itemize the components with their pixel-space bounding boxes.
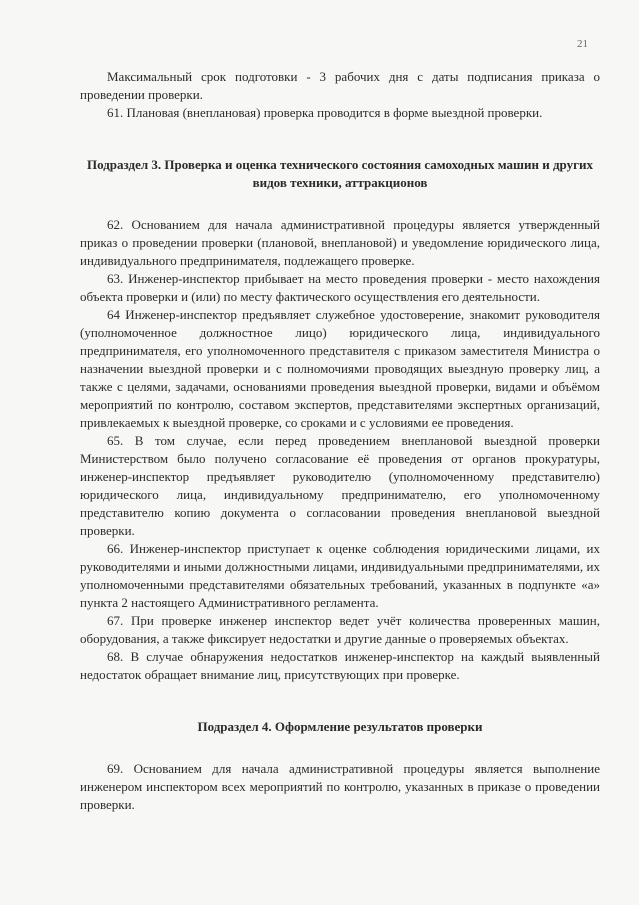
paragraph-66: 66. Инженер-инспектор приступает к оценке соблюдения юридическими лицами, их руководителями и иными должностными лицами, индивидуальными предпринимателями, их уполномоченными представителями обязательных требований, указанных в подпункте «а» пункта 2 настоящего Административного регламента. [80, 541, 600, 610]
paragraph-69: 69. Основанием для начала административной процедуры является выполнение инженером инспектором всех мероприятий по контролю, указанных в приказе о проведении проверки. [80, 761, 600, 812]
paragraph-deadline: Максимальный срок подготовки - 3 рабочих дня с даты подписания приказа о проведении проверки. [80, 69, 600, 102]
paragraph-65: 65. В том случае, если перед проведением внеплановой выездной проверки Министерством было получено согласование её проведения от органов прокуратуры, инженер-инспектор предъявляет руководителю (уполномоченному представителю) юридического лица, индивидуальному предпринимателю, его уполномоченному представителю копию документа о согласовании проведения внеплановой выездной проверки. [80, 433, 600, 538]
subsection-3-title: Подраздел 3. Проверка и оценка технического состояния самоходных машин и других видов техники, аттракционов [86, 157, 594, 190]
paragraph-67: 67. При проверке инженер инспектор ведет учёт количества проверенных машин, оборудования, а также фиксирует недостатки и другие данные о проверяемых объектах. [80, 613, 600, 646]
paragraph-61: 61. Плановая (внеплановая) проверка проводится в форме выездной проверки. [107, 105, 543, 120]
paragraph-62: 62. Основанием для начала административной процедуры является утвержденный приказ о проведении проверки (плановой, внеплановой) и уведомление юридического лица, индивидуального предпринимателя, подлежащего проверке. [80, 217, 600, 268]
paragraph-63: 63. Инженер-инспектор прибывает на место проведения проверки - место нахождения объекта проверки и (или) по месту фактического осуществления его деятельности. [80, 271, 600, 304]
paragraph-68: 68. В случае обнаружения недостатков инженер-инспектор на каждый выявленный недостаток обращает внимание лиц, присутствующих при проверке. [80, 649, 600, 682]
document-body [80, 68, 600, 814]
subsection-4-title: Подраздел 4. Оформление результатов проверки [197, 719, 483, 734]
page-number: 21 [577, 38, 588, 50]
paragraph-64: 64 Инженер-инспектор предъявляет служебное удостоверение, знакомит руководителя (уполномоченное должностное лицо) юридического лица, индивидуального предпринимателя, его уполномоченного представителя с приказом заместителя Министра о назначении выездной проверки и с полномочиями проводящих выездную проверку лиц, а также с целями, задачами, основаниями проведения выездной проверки, видами и объёмом мероприятий по контролю, составом экспертов, представителями экспертных организаций, привлекаемых к выездной проверке, со сроками и с условиями ее проведения. [80, 307, 600, 430]
